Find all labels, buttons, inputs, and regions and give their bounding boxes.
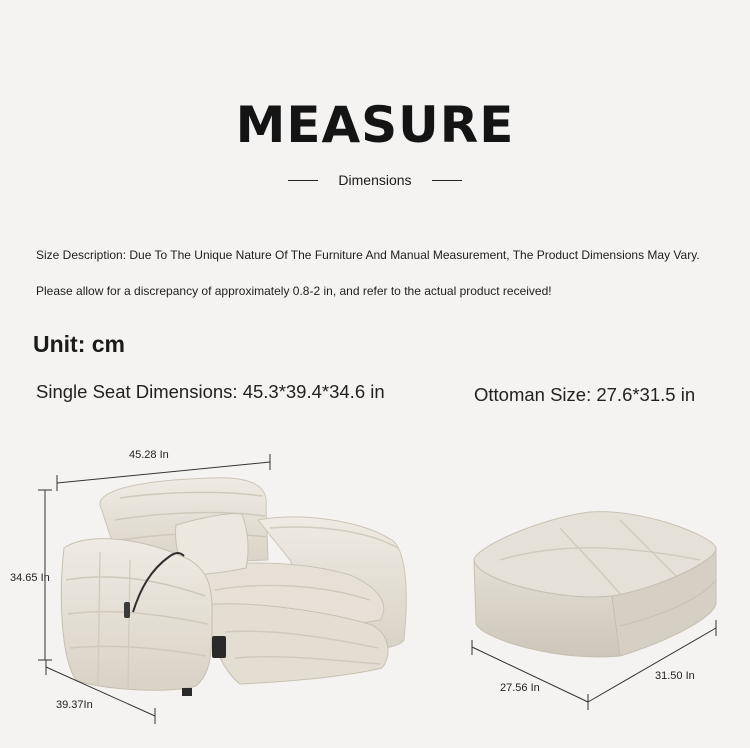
chair-height-label: 34.65 In <box>10 572 50 584</box>
page-subtitle: Dimensions <box>338 172 412 188</box>
page-title: MEASURE <box>235 96 515 154</box>
unit-label: Unit: cm <box>33 331 125 357</box>
ottoman-width-label: 27.56 In <box>500 682 540 694</box>
ottoman-image <box>474 512 716 657</box>
size-description: Size Description: Due To The Unique Nature Of The Furniture And Manual Measurement, The Product Dimensions May Vary. <box>36 248 700 262</box>
ottoman-size: Ottoman Size: 27.6*31.5 in <box>474 384 696 405</box>
discrepancy-note: Please allow for a discrepancy of approximately 0.8-2 in, and refer to the actual product received! <box>36 284 552 298</box>
single-seat-dimensions: Single Seat Dimensions: 45.3*39.4*34.6 in <box>36 381 385 402</box>
recliner-chair-image <box>61 478 406 696</box>
chair-depth-label: 39.37In <box>56 699 93 711</box>
chair-width-label: 45.28 In <box>129 449 169 461</box>
ottoman-depth-label: 31.50 In <box>655 670 695 682</box>
